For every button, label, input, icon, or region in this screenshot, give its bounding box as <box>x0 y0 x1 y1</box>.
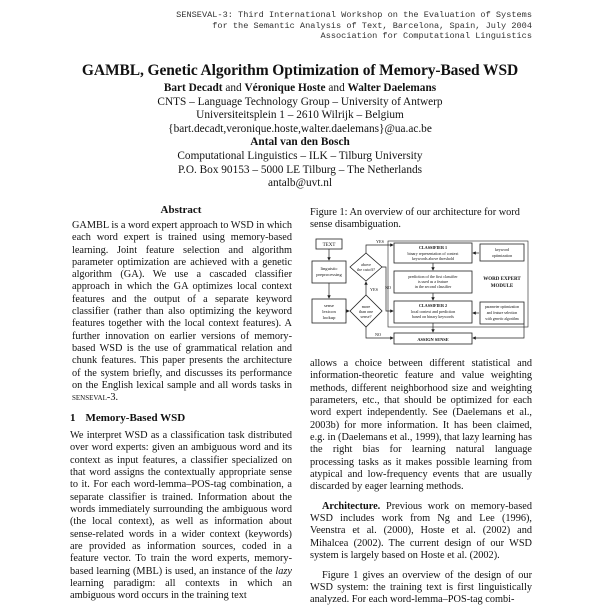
ga-opt-text: and feature selection <box>486 311 518 315</box>
abstract-text: GAMBL is a word expert approach to WSD in which each word expert is trained using memory-based learning. Joint feature selection and algorithm parameter optimization are achieved with a genetic algorithm (GA). We use a cascaded classifier approach in which the GA optimizes local context features and the output of a separate keyword classifier (rather than also optimizing the keyword features together with the local context features). A further innovation on earlier versions of memory-based WSD is the use of grammatical relation and chunk features. This paper presents the architecture of the system briefly, and discusses its performance on the English lexical sample and all words tasks in <box>72 220 292 391</box>
author-conjunction: and <box>328 82 345 94</box>
section-title: Memory-Based WSD <box>85 412 186 424</box>
paragraph-text: Previous work on memory-based WSD includes work from Ng and Lee (1996), Veenstra et al. (2000), Hoste et al. (2002) and Mihalcea (2002). The current design of our WSD system is largely based on Hoste et al. (2002). <box>310 500 532 562</box>
prediction-text: is used as a feature <box>417 279 449 284</box>
preprocessing-label: preprocessing <box>316 272 342 277</box>
no-label: NO <box>374 332 382 337</box>
author-line-1 <box>0 82 600 96</box>
lexicon-label: lexicon <box>322 309 336 314</box>
ga-opt-text: with genetic algorithm <box>485 317 519 321</box>
abstract-body <box>72 220 292 404</box>
prediction-text: in the second classifier <box>414 284 452 289</box>
author-name: Walter Daelemans <box>347 82 437 94</box>
affiliation-1-email: {bart.decadt,veronique.hoste,walter.daelemans}@ua.ac.be <box>168 122 432 135</box>
affiliation-2-line-2: P.O. Box 90153 – 5000 LE Tilburg – The Netherlands <box>177 163 423 176</box>
diamond-label: the cutoff? <box>357 267 375 272</box>
yes-label: YES <box>370 287 378 292</box>
abstract-heading: Abstract <box>160 204 202 216</box>
diamond-label: above <box>361 262 371 267</box>
diamond-label: sense? <box>360 314 372 319</box>
affiliation-2-email: antalb@uvt.nl <box>267 177 333 190</box>
no-label: NO <box>384 285 392 290</box>
paragraph-lead: Architecture. <box>322 500 381 512</box>
author-block <box>0 82 600 191</box>
architecture-diagram <box>310 233 532 348</box>
classifier-2-text: local context and prediction <box>410 309 456 314</box>
ga-opt-text: parameter optimization <box>484 305 520 309</box>
paragraph: allows a choice between different statistical and information-theoretic feature and value weighting methods, different neighborhood size and weighting parameters, etc., that should be optimized for each word expert independently. See (Daelemans et al., 2003b) for more information. It has been claimed, e.g. in (Daelemans et al., 1999), that lazy learning has the right bias for learning natural language processing tasks as it makes possible learning from atypical and low-frequency events that are usually discarded by eager learning methods. <box>310 358 532 493</box>
venue-header <box>112 10 532 42</box>
keyword-opt-text: optimization <box>491 253 513 258</box>
classifier-1-title: CLASSIFIER 1 <box>418 245 448 250</box>
author-name: Antal van den Bosch <box>250 136 350 149</box>
yes-label: YES <box>376 239 384 244</box>
section-text-italic: lazy <box>275 565 292 577</box>
paragraph <box>310 501 532 563</box>
author-name: Bart Decadt <box>163 82 223 94</box>
right-column-body <box>310 358 532 607</box>
author-conjunction: and <box>225 82 242 94</box>
section-text: We interpret WSD as a classification task distributed over word experts: given an ambiguous word and its context as input features, a classifier specialized on that word assigns the contextually appropriate sense to it. For each word-lemma–POS-tag combination, a separate classifier is trained. Information about the words immediately surrounding the ambiguous word (the local context), as well as information about sense-related words in a wider context (keywords) are provided as information sources, coded in a feature vector. To train the word experts, memory-based learning (MBL) is used, an instance of the <box>70 430 292 577</box>
diamond-label: than one <box>358 309 374 314</box>
affiliation-1-line-2: Universiteitsplein 1 – 2610 Wilrijk – Belgium <box>196 109 404 122</box>
assign-sense-label: ASSIGN SENSE <box>417 337 449 342</box>
venue-line-1: SENSEVAL-3: Third International Workshop on the Evaluation of Systems <box>176 10 532 20</box>
module-label: MODULE <box>490 284 514 289</box>
author-name: Véronique Hoste <box>244 82 326 94</box>
prediction-text: prediction of the first classifier <box>408 274 458 279</box>
paragraph: Figure 1 gives an overview of the design of our WSD system: the training text is first linguistically analyzed. For each word-lemma–POS-tag combi- <box>310 569 532 606</box>
architecture-figure <box>310 233 532 348</box>
classifier-1-text: binary representation of context <box>407 251 459 256</box>
module-label: WORD EXPERT <box>483 277 521 282</box>
figure-caption: Figure 1: An overview of our architecture for word sense disambiguation. <box>310 207 520 231</box>
classifier-1-text: keywords above threshold <box>412 256 454 261</box>
section-text: learning paradigm: all contexts in which an ambiguous word occurs in the training text <box>70 578 292 602</box>
diamond-label: more <box>361 304 371 309</box>
preprocessing-label: linguistic <box>320 266 338 271</box>
section-number: 1 <box>70 412 76 424</box>
affiliation-1-line-1: CNTS – Language Technology Group – University of Antwerp <box>157 95 443 108</box>
classifier-2-title: CLASSIFIER 2 <box>418 303 448 308</box>
abstract-text-end: -3. <box>106 392 119 404</box>
section-heading <box>70 412 185 424</box>
lexicon-label: lookup <box>322 315 336 320</box>
lexicon-label: sense <box>324 303 334 308</box>
classifier-2-text: based on binary keywords <box>412 314 454 319</box>
venue-line-2: for the Semantic Analysis of Text, Barcelona, Spain, July 2004 <box>212 20 532 31</box>
abstract-smallcaps: senseval <box>72 393 107 404</box>
venue-line-3: Association for Computational Linguistics <box>320 31 532 41</box>
section-1-body <box>70 430 292 603</box>
text-box-label: TEXT <box>322 243 336 248</box>
keyword-opt-text: keyword <box>495 247 509 252</box>
affiliation-2-line-1: Computational Linguistics – ILK – Tilburg University <box>177 149 423 162</box>
paper-title: GAMBL, Genetic Algorithm Optimization of Memory-Based WSD <box>81 62 519 79</box>
